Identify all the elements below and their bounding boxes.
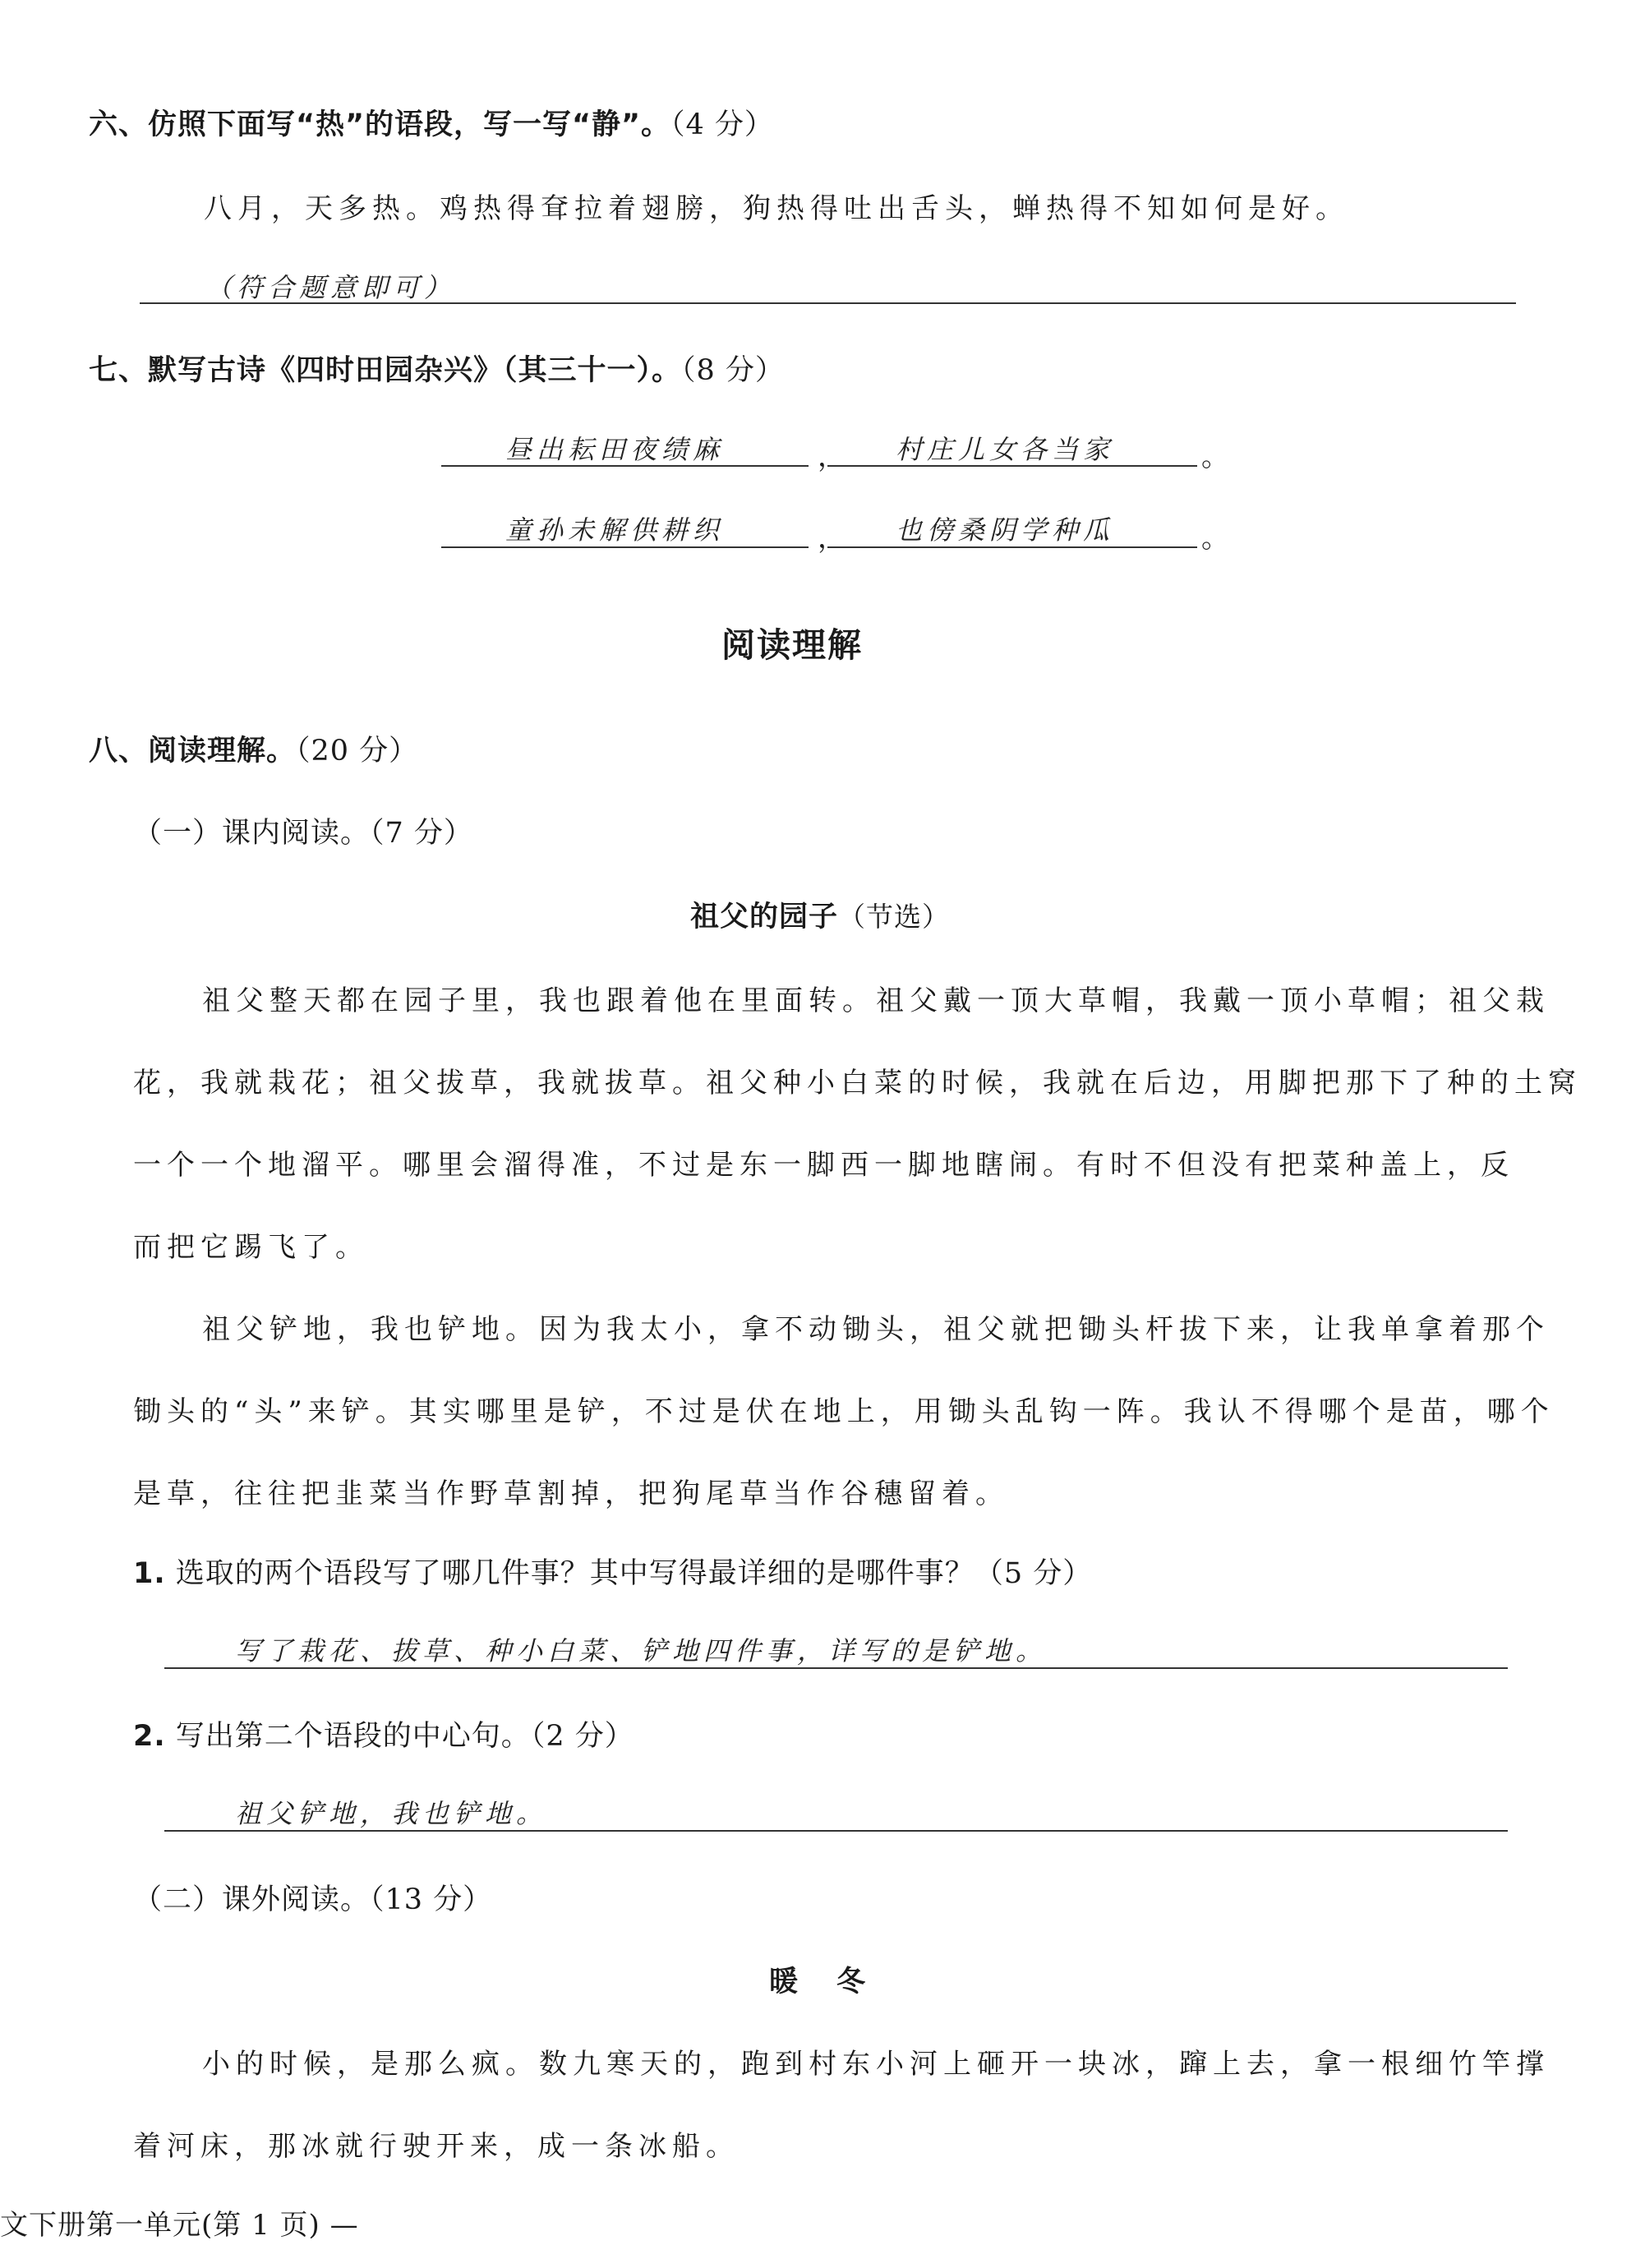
passage-1-p1-line-4: 而把它踢飞了。	[133, 1231, 369, 1264]
poem-line-1-first-underline	[441, 465, 809, 467]
section-6-example: 八月，天多热。鸡热得耷拉着翅膀，狗热得吐出舌头，蝉热得不知如何是好。	[204, 192, 1349, 225]
poem-line-2-second-underline	[827, 546, 1197, 548]
passage-1-p2-line-3: 是草，往往把韭菜当作野草割掉，把狗尾草当作谷穗留着。	[133, 1477, 1009, 1510]
poem-line-2-sep: ，	[818, 522, 851, 555]
section-8-heading-text: 八、阅读理解。	[89, 735, 297, 768]
part-1-label: （一）课内阅读。（7 分）	[133, 817, 473, 850]
section-8-heading	[89, 728, 418, 769]
poem-line-1-second: 村庄儿女各当家	[896, 434, 1115, 465]
passage-2-p1-line-2: 着河床，那冰就行驶开来，成一条冰船。	[133, 2130, 740, 2163]
question-2	[133, 1713, 634, 1754]
poem-line-1-end: 。	[1201, 440, 1235, 473]
question-2-answer-line	[164, 1830, 1508, 1832]
passage-1-p2-line-2: 锄头的“头”来铲。其实哪里是铲，不过是伏在地上，用锄头乱钩一阵。我认不得哪个是苗，哪个	[133, 1395, 1555, 1428]
passage-1-p2-line-1: 祖父铲地，我也铲地。因为我太小，拿不动锄头，祖父就把锄头杆拔下来，让我单拿着那个	[202, 1313, 1550, 1346]
question-1-points: （5 分）	[974, 1557, 1093, 1590]
reading-section-title: 阅读理解	[721, 625, 863, 665]
poem-line-1-second-underline	[827, 465, 1197, 467]
question-2-answer: 祖父铲地，我也铲地。	[235, 1798, 548, 1829]
poem-line-2-first-underline	[441, 546, 809, 548]
question-1-text: 选取的两个语段写了哪几件事？其中写得最详细的是哪件事？	[175, 1557, 975, 1590]
passage-2-p1-line-1: 小的时候，是那么疯。数九寒天的，跑到村东小河上砸开一块冰，蹿上去，拿一根细竹竿撑	[202, 2048, 1550, 2081]
section-6-answer: （符合题意即可）	[205, 272, 456, 303]
passage-1-p1-line-2: 花，我就栽花；祖父拔草，我就拔草。祖父种小白菜的时候，我就在后边，用脚把那下了种的土窝	[133, 1067, 1582, 1099]
passage-1-p1-line-3: 一个一个地溜平。哪里会溜得准，不过是东一脚西一脚地瞎闹。有时不但没有把菜种盖上，反	[133, 1149, 1514, 1182]
section-7-heading-text: 七、默写古诗《四时田园杂兴》（其三十一）。	[89, 354, 682, 387]
passage-1-title-text: 祖父的园子	[690, 901, 839, 933]
page-footer: 文下册第一单元(第 1 页) —	[0, 2209, 359, 2242]
section-8-points: （20 分）	[296, 735, 419, 768]
passage-1-p1-line-1: 祖父整天都在园子里，我也跟着他在里面转。祖父戴一顶大草帽，我戴一顶小草帽；祖父栽	[202, 984, 1550, 1017]
question-2-text: 写出第二个语段的中心句。	[175, 1720, 531, 1753]
poem-line-2-first: 童孙未解供耕织	[505, 514, 725, 546]
poem-line-1-sep: ，	[818, 440, 851, 473]
passage-1-title	[690, 894, 950, 935]
section-6-heading	[89, 102, 774, 143]
poem-line-1-first: 昼出耘田夜绩麻	[505, 434, 725, 465]
question-1-answer: 写了栽花、拔草、种小白菜、铲地四件事，详写的是铲地。	[235, 1635, 1048, 1666]
question-2-number: 2.	[133, 1720, 166, 1753]
section-6-points: （4 分）	[670, 108, 774, 141]
poem-line-2-second: 也傍桑阴学种瓜	[896, 514, 1115, 546]
question-1	[133, 1551, 1092, 1592]
question-2-points: （2 分）	[530, 1720, 634, 1753]
part-2-label: （二）课外阅读。（13 分）	[133, 1883, 493, 1916]
section-7-heading	[89, 348, 785, 389]
section-6-answer-line	[140, 302, 1516, 304]
poem-line-2-end: 。	[1201, 522, 1235, 555]
question-1-number: 1.	[133, 1557, 166, 1590]
question-1-answer-line	[164, 1667, 1508, 1669]
passage-1-title-note: （节选）	[838, 901, 951, 933]
section-6-heading-text: 六、仿照下面写“热”的语段，写一写“静”。	[89, 108, 671, 141]
passage-2-title: 暖 冬	[769, 1966, 871, 1998]
section-7-points: （8 分）	[681, 354, 785, 387]
